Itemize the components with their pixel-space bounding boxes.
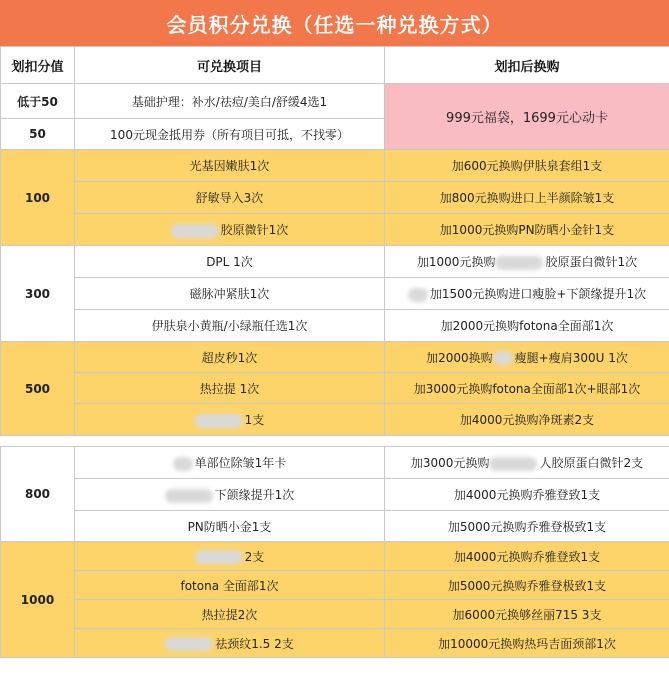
after-text: 加2000元换购fotona全面部1次	[440, 319, 614, 333]
header-item: 可兑换项目	[75, 47, 385, 84]
table-row	[1, 542, 669, 571]
after-cell	[385, 479, 669, 511]
item-cell	[75, 571, 385, 600]
page-title: 会员积分兑换（任选一种兑换方式）	[0, 0, 669, 46]
after-prefix: 加3000元换购	[410, 456, 490, 470]
after-cell	[385, 214, 669, 246]
after-text: 加1000元换购PN防晒小金针1支	[439, 223, 615, 237]
after-cell	[385, 150, 669, 182]
after-cell	[385, 404, 669, 436]
item-text: 2支	[244, 549, 265, 564]
after-prefix: 加1000元换购	[416, 255, 496, 269]
item-text: 单部位除皱1年卡	[194, 456, 287, 470]
header-score: 划扣分值	[1, 47, 75, 84]
after-cell	[385, 310, 669, 342]
table-row	[1, 310, 669, 342]
after-text: 加4000元换购乔雅登致1支	[453, 488, 601, 502]
item-text: 胶原微针1次	[220, 223, 289, 237]
item-cell	[75, 246, 385, 278]
table-row	[1, 150, 669, 182]
table-row	[1, 571, 669, 600]
item-text: 热拉提2次	[201, 607, 258, 622]
after-text: 加5000元换购乔雅登极致1支	[447, 519, 607, 534]
table-row	[1, 278, 669, 310]
item-text: 伊肤泉小黄瓶/小绿瓶任选1次	[151, 319, 308, 333]
after-text: 加4000元换购净斑素2支	[459, 413, 595, 427]
table-row	[1, 404, 669, 436]
redacted-mark	[489, 457, 537, 471]
header-after: 划扣后换购	[385, 47, 669, 84]
item-cell	[75, 404, 385, 436]
score-cell: 50	[1, 119, 75, 150]
redacted-mark	[165, 637, 213, 651]
redacted-mark	[408, 288, 428, 302]
item-text: 1支	[244, 413, 265, 427]
score-cell: 800	[1, 447, 75, 542]
after-cell	[385, 278, 669, 310]
exchange-table	[0, 46, 669, 658]
after-text: 加5000元换购乔雅登极致1支	[447, 578, 607, 593]
after-text: 加3000元换购fotona全面部1次+眼部1次	[413, 381, 641, 396]
redacted-mark	[173, 457, 193, 471]
item-cell	[75, 479, 385, 511]
item-cell	[75, 629, 385, 658]
redacted-mark	[195, 550, 243, 564]
table-row	[1, 214, 669, 246]
after-text: 加800元换购进口上半颜除皱1支	[439, 191, 615, 205]
item-text: DPL 1次	[206, 255, 253, 269]
item-text: 舒敏导入3次	[195, 191, 264, 205]
table-row	[1, 629, 669, 658]
after-text: 胶原蛋白微针1次	[545, 255, 638, 269]
redacted-mark	[195, 414, 243, 428]
item-cell	[75, 214, 385, 246]
item-text: 1支	[251, 519, 272, 534]
after-text: 加4000元换购乔雅登致1支	[453, 549, 601, 564]
score-cell: 低于50	[1, 84, 75, 119]
table-row	[1, 373, 669, 404]
redacted-mark	[493, 351, 513, 365]
after-cell: 999元福袋，1699元心动卡	[385, 84, 669, 150]
after-text: 瘦腿+瘦肩300U 1次	[514, 350, 628, 365]
table-row	[1, 479, 669, 511]
after-cell	[385, 182, 669, 214]
score-cell: 1000	[1, 542, 75, 658]
after-prefix: 加2000换购	[426, 350, 493, 365]
item-text: 热拉提 1次	[199, 381, 260, 396]
table-row	[1, 342, 669, 373]
redacted-mark	[495, 256, 543, 270]
item-cell	[75, 600, 385, 629]
after-cell	[385, 511, 669, 542]
item-cell	[75, 342, 385, 373]
gap-cell	[1, 436, 669, 447]
item-cell	[75, 373, 385, 404]
item-prefix: PN防晒小金	[187, 519, 252, 534]
after-text: 人胶原蛋白微针2支	[539, 456, 644, 470]
table-row	[1, 511, 669, 542]
after-cell	[385, 373, 669, 404]
item-cell	[75, 310, 385, 342]
after-text: 加6000元换够丝丽715 3支	[452, 607, 602, 622]
table-row	[1, 182, 669, 214]
after-text: 加1500元换购进口瘦脸+下颌缘提升1次	[429, 287, 647, 301]
item-cell: 100元现金抵用券（所有项目可抵，不找零）	[75, 119, 385, 150]
after-cell	[385, 571, 669, 600]
item-text: 光基因嫩肤1次	[189, 159, 270, 173]
item-text: 超皮秒1次	[201, 350, 258, 365]
after-cell	[385, 447, 669, 479]
table-row	[1, 600, 669, 629]
item-text: 下颌缘提升1次	[214, 488, 295, 502]
item-cell	[75, 447, 385, 479]
score-cell: 500	[1, 342, 75, 436]
after-cell	[385, 542, 669, 571]
item-cell	[75, 511, 385, 542]
item-text: 祛颈纹1.5 2支	[215, 636, 294, 651]
score-cell: 100	[1, 150, 75, 246]
section-gap	[1, 436, 669, 447]
item-cell	[75, 278, 385, 310]
redacted-mark	[171, 224, 219, 238]
after-text: 加10000元换购热玛吉面颈部1次	[438, 636, 616, 651]
after-text: 加600元换购伊肤泉套组1支	[451, 159, 603, 173]
item-text: fotona 全面部1次	[180, 578, 279, 593]
after-cell	[385, 629, 669, 658]
redacted-mark	[165, 489, 213, 503]
item-cell	[75, 150, 385, 182]
table-row	[1, 84, 669, 119]
after-cell	[385, 246, 669, 278]
header-row	[1, 47, 669, 84]
item-text: 磁脉冲紧肤1次	[189, 287, 270, 301]
table-row	[1, 246, 669, 278]
item-cell	[75, 542, 385, 571]
after-cell	[385, 342, 669, 373]
after-cell	[385, 600, 669, 629]
item-cell	[75, 182, 385, 214]
score-cell: 300	[1, 246, 75, 342]
item-cell: 基础护理：补水/祛痘/美白/舒缓4选1	[75, 84, 385, 119]
table-row	[1, 447, 669, 479]
